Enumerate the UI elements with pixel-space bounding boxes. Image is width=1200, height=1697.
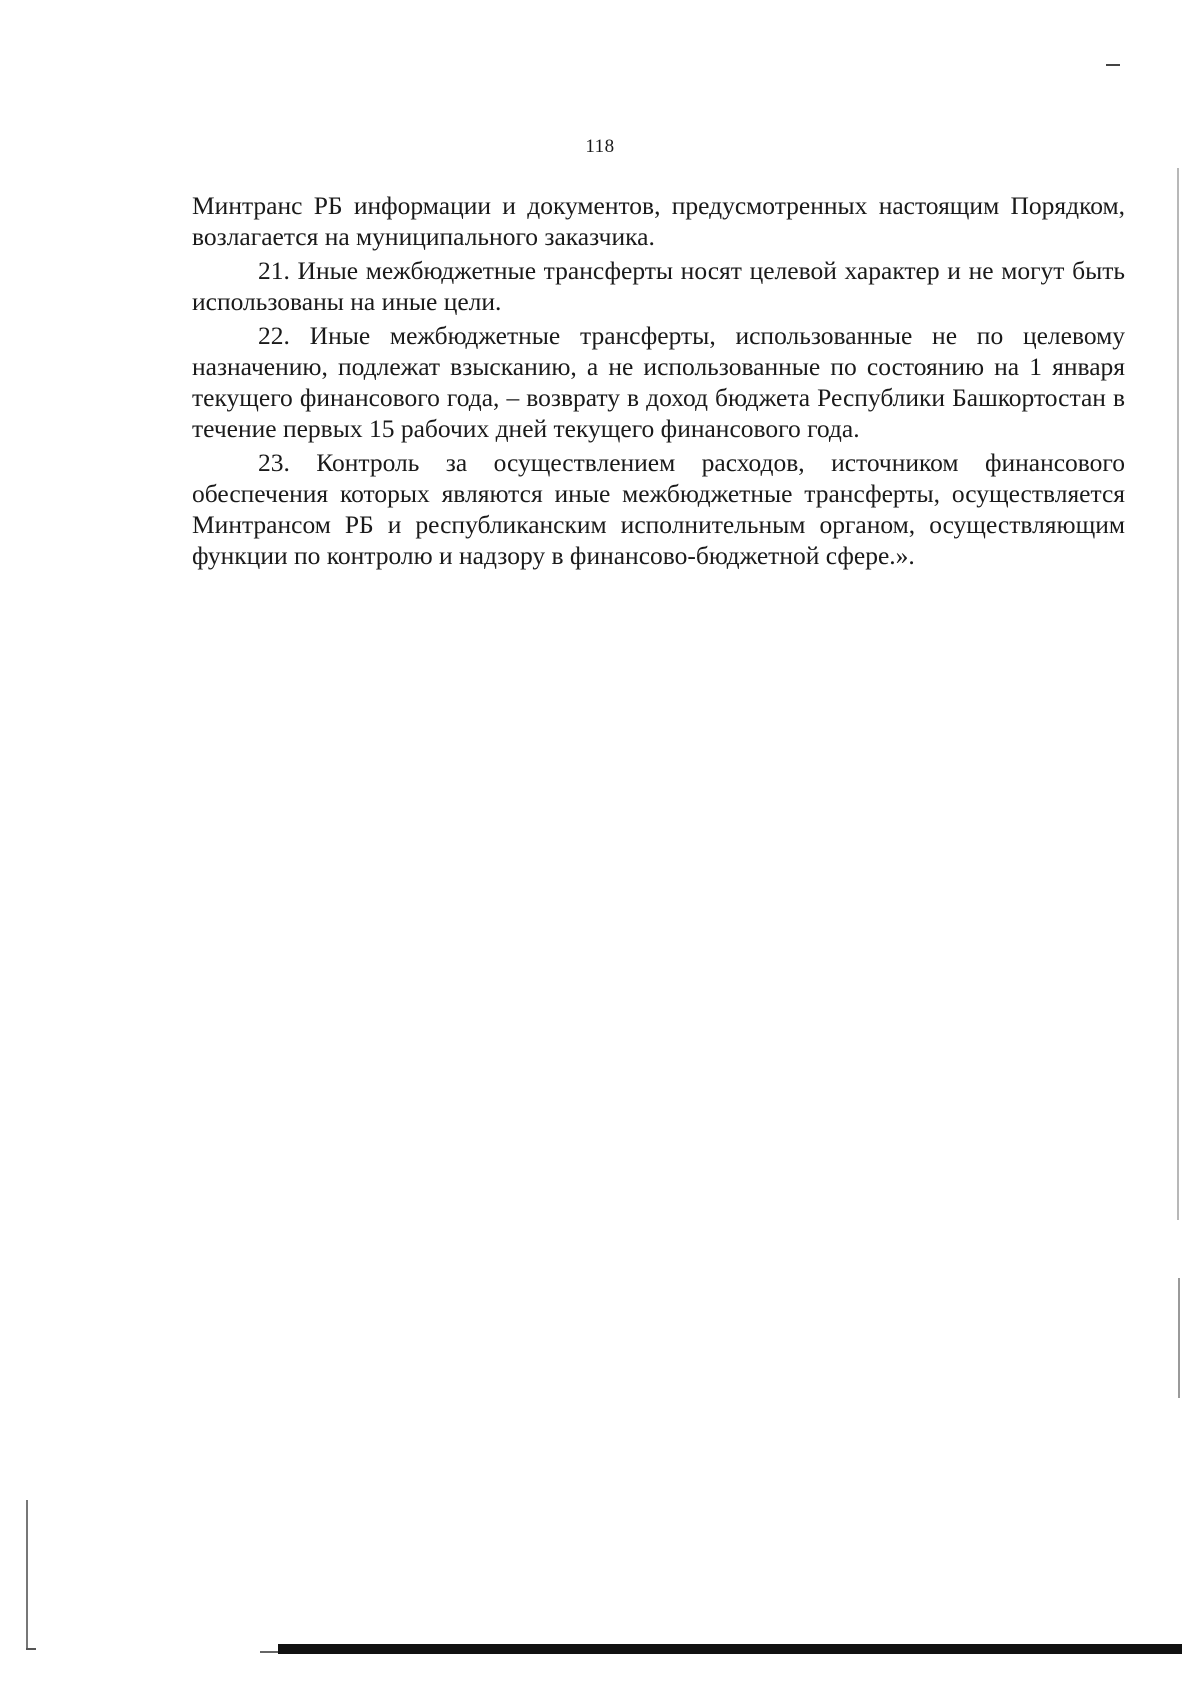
scan-edge-left-tick (26, 1648, 36, 1650)
scan-edge-left (26, 1500, 28, 1650)
scan-edge-right (1177, 168, 1179, 1220)
paragraph-continuation: Минтранс РБ информации и документов, предусмотренных настоящим Порядком, возлагается на муниципального заказчика. (192, 191, 1125, 251)
paragraph-21: 21. Иные межбюджетные трансферты носят целевой характер и не могут быть использованы на иные цели. (192, 256, 1125, 316)
paragraph-23: 23. Контроль за осуществлением расходов, источником финансового обеспечения которых являются иные межбюджетные трансферты, осуществляется Минтрансом РБ и республиканским исполнительным органом, осуществляющим функции по контролю и надзору в финансово-бюджетной сфере.». (192, 448, 1125, 570)
page-number: 118 (585, 136, 615, 157)
scan-edge-bottom (278, 1644, 1182, 1654)
paragraph-22: 22. Иные межбюджетные трансферты, использованные не по целевому назначению, подлежат взысканию, а не использованные по состоянию на 1 января текущего финансового года, – возврату в доход бюджета Республики Башкортостан в течение первых 15 рабочих дней текущего финансового года. (192, 321, 1125, 443)
scan-mark-top (1106, 64, 1120, 66)
scan-edge-right-lower (1178, 1278, 1180, 1398)
document-body (192, 190, 1125, 574)
